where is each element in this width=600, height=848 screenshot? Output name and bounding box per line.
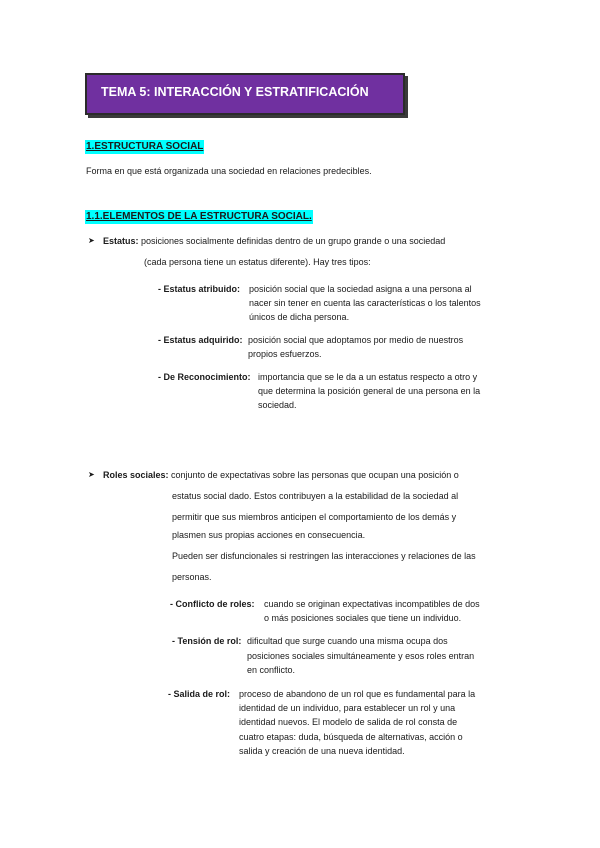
salida-rol-line-5: salida y creación de una nueva identidad. (239, 746, 405, 756)
arrow-bullet-icon: ➤ (88, 236, 95, 245)
estatus-definition: posiciones socialmente definidas dentro de un grupo grande o una sociedad (141, 236, 446, 246)
salida-rol-term: - Salida de rol: (168, 689, 231, 699)
page-title: TEMA 5: INTERACCIÓN Y ESTRATIFICACIÓN (101, 85, 369, 99)
roles-definition: conjunto de expectativas sobre las personas que ocupan una posición o (171, 470, 459, 480)
tension-rol-term: - Tensión de rol: (172, 636, 242, 646)
section-heading-elementos: 1.1.ELEMENTOS DE LA ESTRUCTURA SOCIAL. (86, 211, 312, 222)
estatus-atribuido-line-2: nacer sin tener en cuenta las características o los talentos (249, 298, 481, 308)
conflicto-roles-line-1: cuando se originan expectativas incompatibles de dos (264, 599, 480, 609)
de-reconocimiento-term: - De Reconocimiento: (158, 372, 251, 382)
conflicto-roles-term: - Conflicto de roles: (170, 599, 255, 609)
conflicto-roles-line-2: o más posiciones sociales que tiene un individuo. (264, 613, 462, 623)
estatus-atribuido-line-1: posición social que la sociedad asigna a una persona al (249, 284, 472, 294)
estatus-line-1 (103, 237, 445, 246)
roles-line-3: permitir que sus miembros anticipen el comportamiento de los demás y (172, 512, 457, 522)
estatus-adquirido-term: - Estatus adquirido: (158, 335, 243, 345)
roles-term: Roles sociales: (103, 470, 169, 480)
de-reconocimiento-line-2: que determina la posición general de una persona en la (258, 386, 481, 396)
de-reconocimiento-line-1: importancia que se le da a un estatus respecto a otro y (258, 372, 478, 382)
roles-line-6: personas. (172, 572, 212, 582)
salida-rol-line-4: cuatro etapas: duda, búsqueda de alternativas, acción o (239, 732, 463, 742)
estatus-line-2: (cada persona tiene un estatus diferente). Hay tres tipos: (144, 257, 371, 267)
tension-rol-line-1: dificultad que surge cuando una misma ocupa dos (247, 636, 448, 646)
section-heading-estructura-social: 1.ESTRUCTURA SOCIAL (86, 141, 204, 152)
arrow-bullet-icon: ➤ (88, 470, 95, 479)
roles-line-4: plasmen sus propias acciones en consecuencia. (172, 530, 366, 540)
salida-rol-line-3: identidad nuevos. El modelo de salida de rol consta de (239, 717, 458, 727)
salida-rol-line-1: proceso de abandono de un rol que es fundamental para la (239, 689, 476, 699)
tension-rol-line-3: en conflicto. (247, 665, 296, 675)
roles-line-5: Pueden ser disfuncionales si restringen las interacciones y relaciones de las (172, 551, 476, 561)
estatus-term: Estatus: (103, 236, 139, 246)
section-definition: Forma en que está organizada una sociedad en relaciones predecibles. (86, 166, 372, 176)
estatus-adquirido-line-1: posición social que adoptamos por medio de nuestros (248, 335, 464, 345)
estatus-atribuido-line-3: únicos de dicha persona. (249, 312, 350, 322)
roles-line-1 (103, 471, 459, 480)
salida-rol-line-2: identidad de un individuo, para establecer un rol y una (239, 703, 456, 713)
tension-rol-line-2: posiciones sociales simultáneamente y esos roles entran (247, 651, 475, 661)
de-reconocimiento-line-3: sociedad. (258, 400, 297, 410)
estatus-adquirido-line-2: propios esfuerzos. (248, 349, 322, 359)
estatus-atribuido-term: - Estatus atribuido: (158, 284, 241, 294)
roles-line-2: estatus social dado. Estos contribuyen a la estabilidad de la sociedad al (172, 491, 459, 501)
